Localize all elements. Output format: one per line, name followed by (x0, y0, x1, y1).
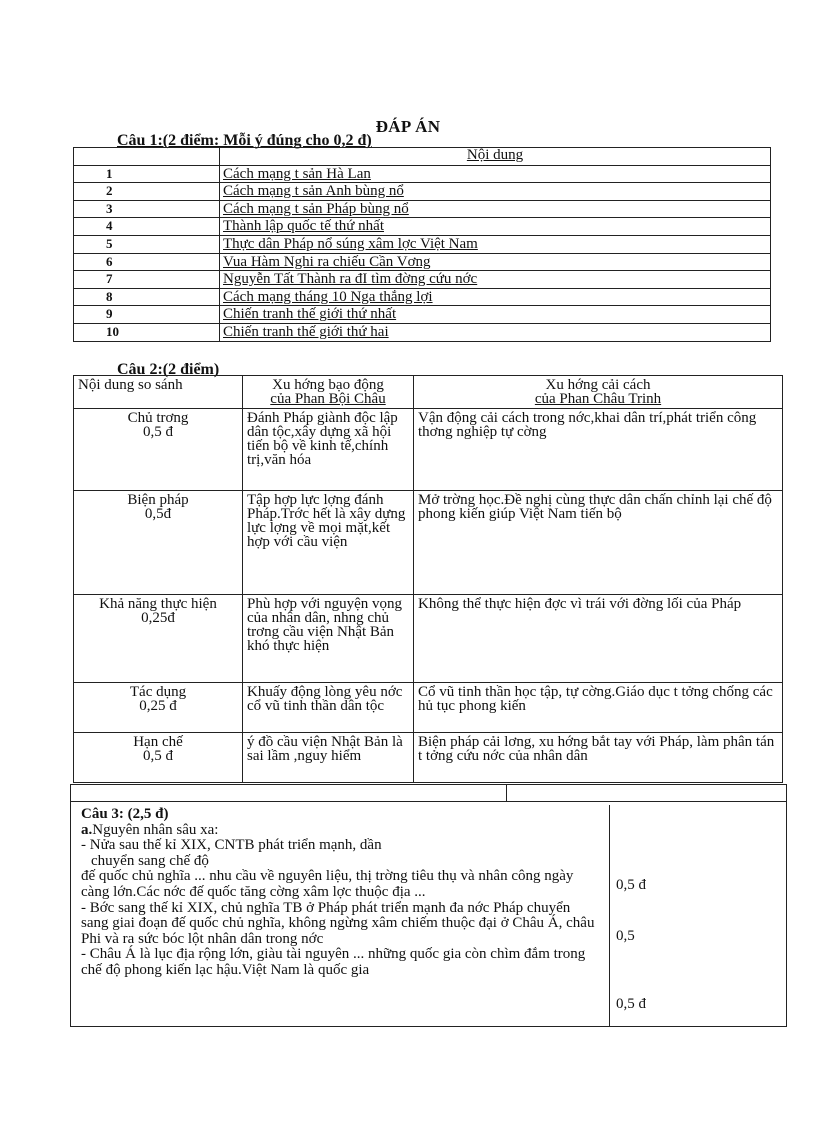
question-2-table (73, 375, 783, 783)
table-row: Tác dụng 0,25 đ Khuấy động lòng yêu nớc cổ vũ tinh thần dân tộc Cổ vũ tinh thần học tập, tự cờng.Giáo dục t tởng chống các hủ tục phong kiến (74, 683, 783, 733)
table-header-row (74, 148, 771, 166)
column-header: Nội dung (220, 148, 771, 166)
page-title: ĐÁP ÁN (375, 117, 441, 136)
header-phan-boi-chau: Xu hớng bạo động của Phan Bội Châu (243, 376, 414, 409)
question-1-heading: Câu 1:(2 điểm: Mỗi ý đúng cho 0,2 đ) (117, 132, 372, 149)
table-row: 7 Nguyễn Tất Thành ra đI tìm đờng cứu nớc (74, 271, 771, 289)
table-row: 8 Cách mạng tháng 10 Nga thắng lợi (74, 288, 771, 306)
header-phan-chau-trinh: Xu hớng cải cách của Phan Châu Trinh (414, 376, 783, 409)
question-3-heading: Câu 3: (2,5 đ) (81, 806, 169, 822)
points-2: 0,5 (616, 928, 635, 944)
points-1: 0,5 đ (616, 877, 646, 893)
question-3-content: Câu 3: (2,5 đ) a.Nguyên nhân sâu xa: - Nửa sau thế kỉ XIX, CNTB phát triển mạnh, dần chuyển sang chế độ đế quốc chủ nghĩa ... nhu cầu về nguyên liệu, thị trờng tiêu thụ và nhân công ngày càng lớn.Các nớc đế quốc tăng cờng xâm lợc thuộc địa ... - Bớc sang thế kỉ XIX, chủ nghĩa TB ở Pháp phát triển mạnh đa nớc Pháp chuyển sang giai đoạn đế quốc chủ nghĩa, không ngừng xâm chiếm thuộc đại ở Châu Á, châu Phi và ra sức bóc lột nhân dân trong nớc - Châu Á là lục địa rộng lớn, giàu tài nguyên ... những quốc gia còn chìm đắm trong chế độ phong kiến lạc hậu.Việt Nam là quốc gia (81, 807, 601, 979)
table-row: 3 Cách mạng t sản Pháp bùng nổ (74, 200, 771, 218)
table-row: Chủ trơng 0,5 đ Đánh Pháp giành độc lập dân tộc,xây dựng xã hội tiến bộ về kinh tế,chính trị,văn hóa Vận động cải cách trong nớc,khai dân trí,phát triển công thơng nghiệp tự cờng (74, 409, 783, 491)
header-compare: Nội dung so sánh (74, 376, 243, 409)
table-row: 9 Chiến tranh thế giới thứ nhất (74, 306, 771, 324)
table-row: Khả năng thực hiện 0,25đ Phù hợp với nguyện vọng của nhân dân, nhng chủ trơng cầu viện Nhật Bản khó thực hiện Không thể thực hiện đợc vì trái với đờng lối của Pháp (74, 595, 783, 683)
question-3-box (70, 801, 787, 1027)
table-row: 1 Cách mạng t sản Hà Lan (74, 165, 771, 183)
table-row: Biện pháp 0,5đ Tập hợp lực lợng đánh Pháp.Trớc hết là xây dựng lực lợng về mọi mặt,kết hợp với cầu viện Mở trờng học.Đề nghị cùng thực dân chấn chỉnh lại chế độ phong kiến giúp Việt Nam tiến bộ (74, 491, 783, 595)
table-row: Hạn chế 0,5 đ ý đồ cầu viện Nhật Bản là sai lầm ,nguy hiểm Biện pháp cải lơng, xu hớng bắt tay với Pháp, làm phân tán t tởng cứu nớc của nhân dân (74, 733, 783, 783)
question-2-heading: Câu 2:(2 điểm) (117, 361, 220, 378)
table-row: 5 Thực dân Pháp nổ súng xâm lợc Việt Nam (74, 235, 771, 253)
table-row: 2 Cách mạng t sản Anh bùng nổ (74, 183, 771, 201)
table-row: 4 Thành lập quốc tế thứ nhất (74, 218, 771, 236)
table-row: 10 Chiến tranh thế giới thứ hai (74, 323, 771, 341)
question-1-table (73, 147, 771, 342)
table-header-row (74, 376, 783, 409)
table-row: 6 Vua Hàm Nghi ra chiếu Cần Vơng (74, 253, 771, 271)
points-3: 0,5 đ (616, 996, 646, 1012)
